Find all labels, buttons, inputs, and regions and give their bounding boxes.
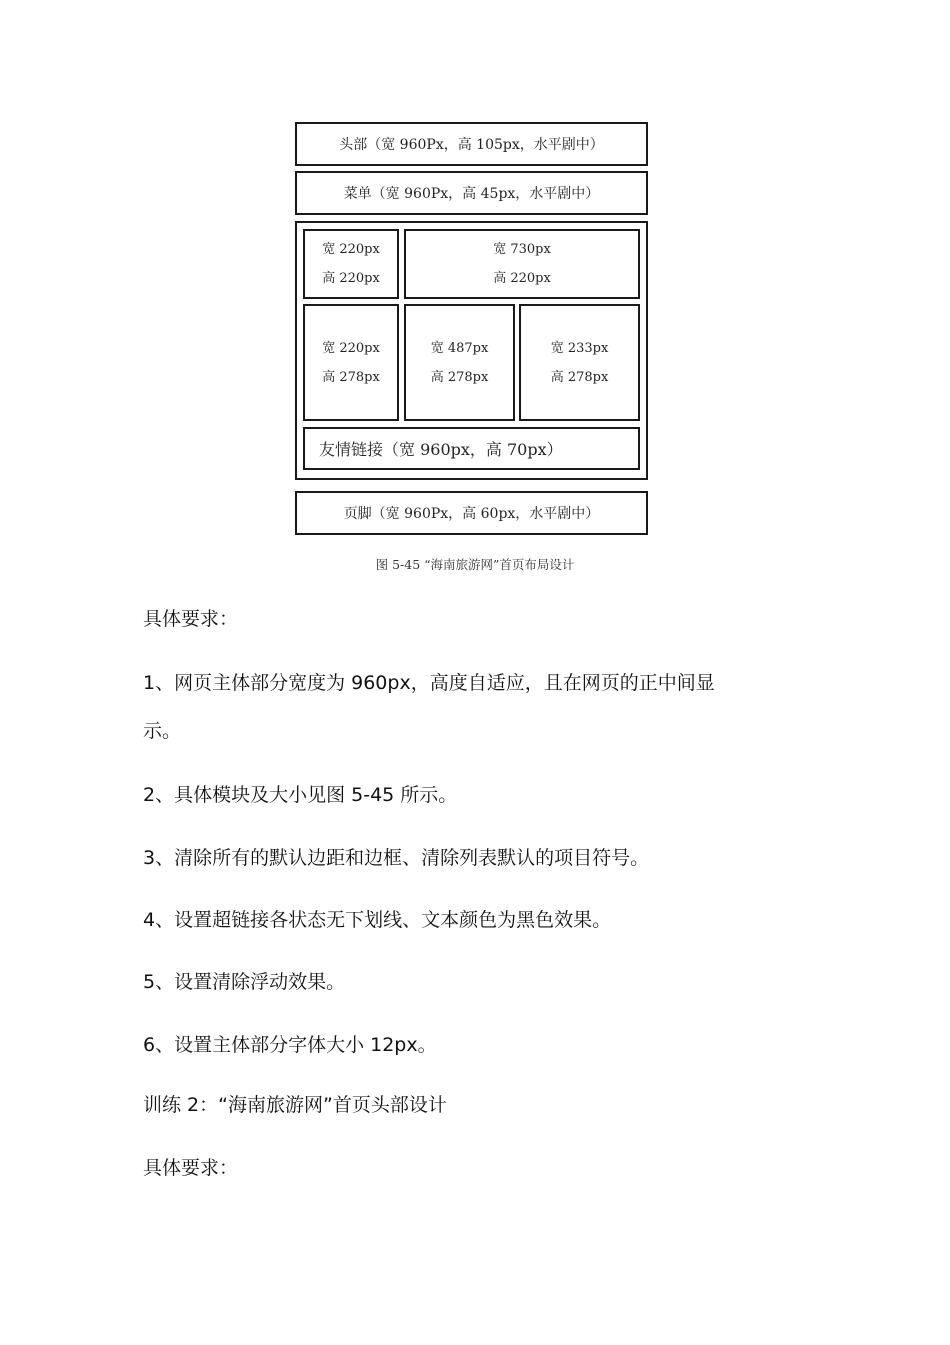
cell-width: 宽 487px xyxy=(430,340,489,356)
requirement-6: 6、设置主体部分字体大小 12px。 xyxy=(143,1034,437,1056)
cell-width: 宽 220px xyxy=(322,242,380,257)
layout-diagram xyxy=(293,120,652,537)
requirement-1-line2: 示。 xyxy=(143,720,182,742)
requirements-heading-2: 具体要求： xyxy=(143,1157,239,1179)
requirement-1-line1: 1、网页主体部分宽度为 960px，高度自适应，且在网页的正中间显 xyxy=(143,672,715,694)
header-label: 头部（宽 960Px，高 105px，水平剧中） xyxy=(339,137,604,153)
friend-links-box xyxy=(303,427,640,470)
requirement-2: 2、具体模块及大小见图 5-45 所示。 xyxy=(143,784,458,806)
requirement-5: 5、设置清除浮动效果。 xyxy=(143,971,346,993)
menu-box xyxy=(295,171,648,215)
cell-bottom-middle xyxy=(404,304,515,421)
cell-height: 高 220px xyxy=(322,271,380,286)
cell-bottom-right xyxy=(519,304,640,421)
requirement-4: 4、设置超链接各状态无下划线、文本颜色为黑色效果。 xyxy=(143,909,612,931)
cell-top-left xyxy=(303,229,399,299)
requirements-heading: 具体要求： xyxy=(143,608,239,630)
cell-height: 高 278px xyxy=(430,369,489,385)
cell-bottom-left xyxy=(303,304,399,421)
figure-caption: 图 5-45 “海南旅游网”首页布局设计 xyxy=(375,557,575,572)
cell-height: 高 278px xyxy=(322,369,380,385)
cell-height: 高 220px xyxy=(493,271,551,286)
footer-label: 页脚（宽 960Px，高 60px，水平剧中） xyxy=(343,506,600,522)
cell-top-right xyxy=(404,229,640,299)
header-box xyxy=(295,122,648,166)
cell-width: 宽 220px xyxy=(322,340,380,356)
cell-height: 高 278px xyxy=(550,369,609,385)
requirement-3: 3、清除所有的默认边距和边框、清除列表默认的项目符号。 xyxy=(143,847,650,869)
cell-width: 宽 730px xyxy=(493,242,551,257)
training-2-title: 训练 2：“海南旅游网”首页头部设计 xyxy=(143,1094,447,1116)
menu-label: 菜单（宽 960Px，高 45px，水平剧中） xyxy=(343,186,600,202)
friend-links-label: 友情链接（宽 960px，高 70px） xyxy=(319,440,563,459)
cell-width: 宽 233px xyxy=(550,340,609,356)
footer-box xyxy=(295,491,648,535)
